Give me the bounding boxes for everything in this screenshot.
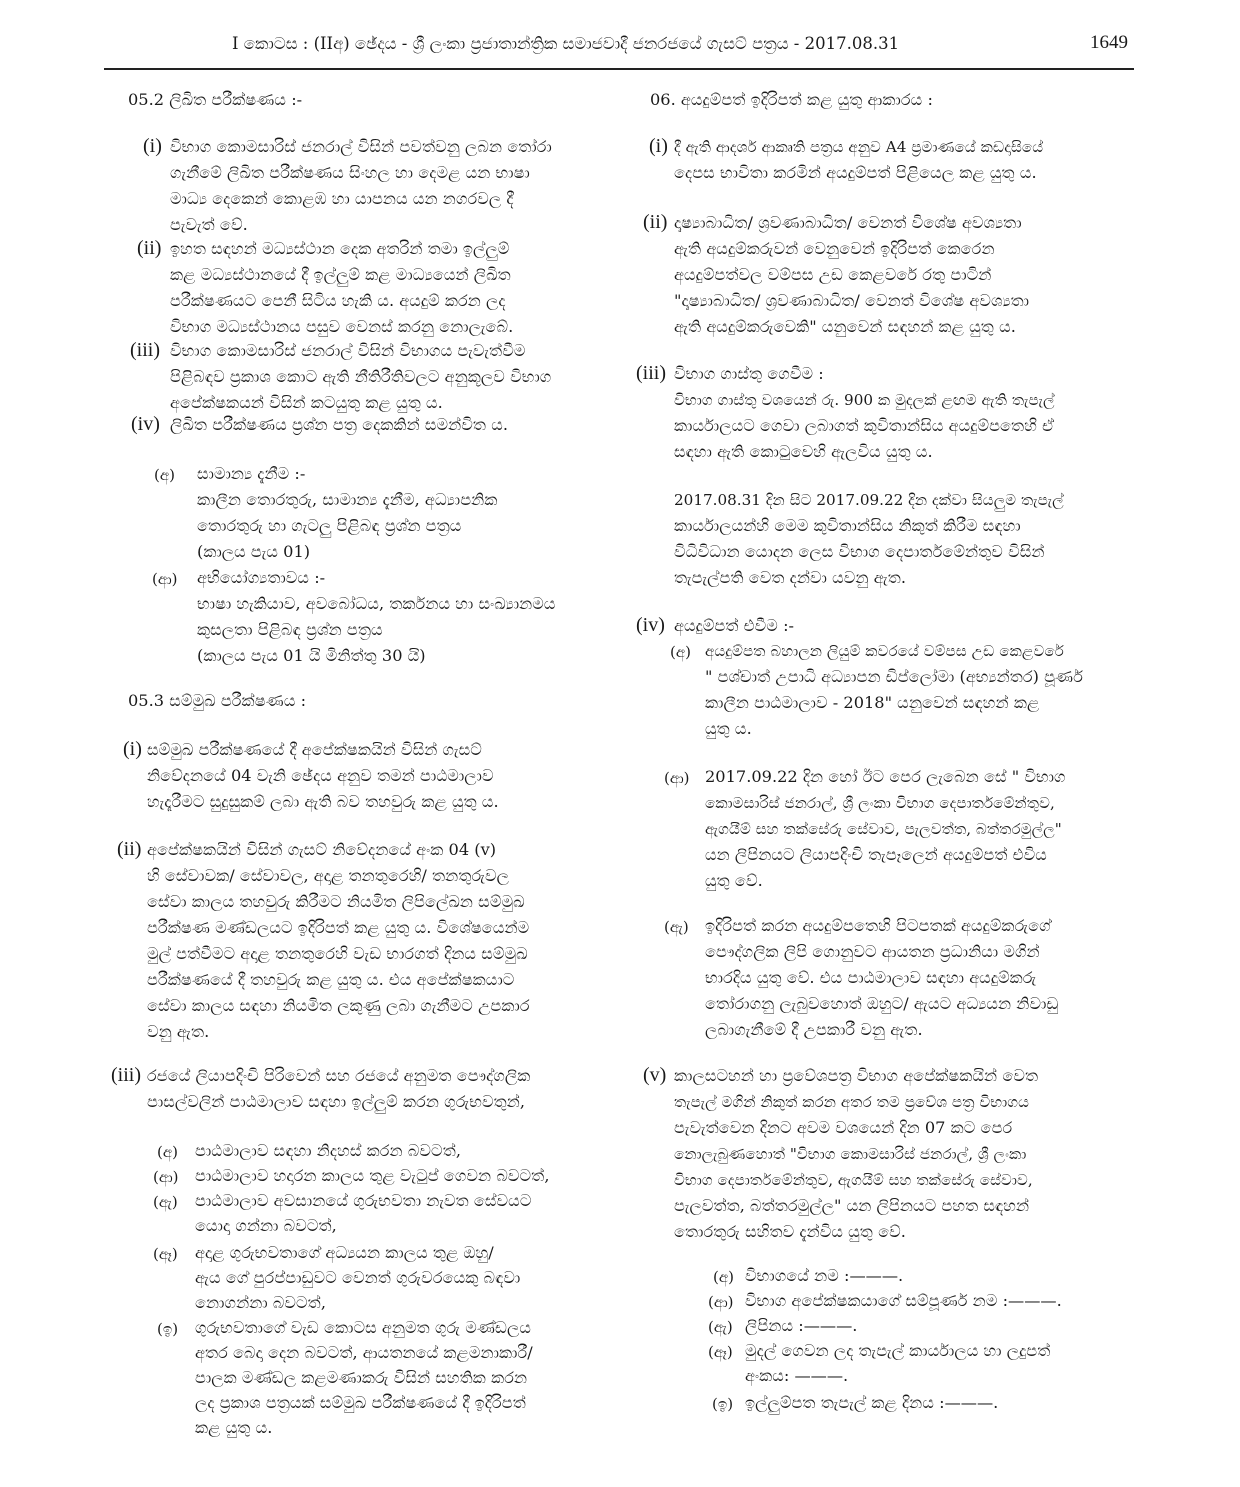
page-number: 1649	[1090, 32, 1128, 53]
text-line: පරීක්ෂණ මණ්ඩලයට ඉදිරිපත් කළ යුතු ය. විශේෂයෙන්ම	[147, 918, 530, 937]
text-line: නොලැබුණහොත් "විභාග කොමසාරිස් ජනරාල්, ශ්‍රී ලංකා	[674, 1145, 1027, 1163]
sub-item-marker: (අ)	[157, 1143, 178, 1161]
text-line: කාර්යාලයන්හි මෙම කුවිතාන්සිය නිකුත් කිරීම සඳහා	[674, 516, 1021, 535]
sub-item-marker: (ඈ)	[153, 1245, 178, 1263]
sub-item-marker: (ඉ)	[712, 1395, 734, 1413]
sub-item-marker: (ආ)	[664, 769, 690, 787]
item-marker: (i)	[649, 135, 668, 157]
sub-item-marker: (ආ)	[708, 1293, 734, 1311]
text-line: විභාග අපේක්ෂකයාගේ සම්පූර්ණ නම :———.	[745, 1291, 1062, 1310]
text-line: කොමසාරිස් ජනරාල්, ශ්‍රී ලංකා විභාග දෙපාර්තමේන්තුව,	[705, 794, 1055, 812]
text-line: යොදා ගන්නා බවටත්,	[195, 1216, 337, 1235]
item-marker: (iii)	[130, 339, 160, 361]
text-line: ඉල්ලුම්පත තැපැල් කළ දිනය :———.	[745, 1393, 999, 1412]
text-line: අතර බෙදා දෙන බවටත්, ආයතනයේ කළමනාකාරී/	[195, 1343, 533, 1362]
text-line: ඇගයීම් සහ තක්සේරු සේවාව, පැලවත්ත, බත්තරමුල්ල"	[705, 820, 1062, 838]
text-line: ගැනීමේ ලිඛිත පරීක්ෂණය සිංහල හා දෙමළ යන භාෂා	[170, 163, 530, 182]
text-line: දෙපස භාවිතා කරමින් අයදුම්පත් පිළියෙල කළ යුතු ය.	[674, 163, 1037, 182]
section-06-heading: 06. අයදුම්පත් ඉදිරිපත් කළ යුතු ආකාරය :	[650, 90, 933, 109]
text-line: අංකය: ———.	[745, 1366, 849, 1385]
text-line: ලිඛිත පරීක්ෂණය ප්‍රශ්න පත්‍ර දෙකකින් සමන්විත ය.	[170, 415, 509, 434]
text-line: කාර්යාලයට ගෙවා ලබාගත් කුවිතාන්සිය අයදුම්පතෙහි ඒ	[674, 416, 1055, 435]
text-line: පිළිබඳව ප්‍රකාශ කොට ඇති නීතිරීතිවලට අනුකූලව විභාග	[170, 367, 552, 386]
text-line: ඉදිරිපත් කරන අයදුම්පතෙහි පිටපතක් අයදුම්කරුගේ	[705, 916, 1051, 935]
item-marker: (iii)	[111, 1064, 141, 1086]
text-line: රජයේ ලියාපදිංචි පිරිවෙන් සහ රජයේ අනුමත පෞද්ගලික	[147, 1066, 531, 1085]
text-line: නොගන්නා බවටත්,	[195, 1293, 326, 1312]
item-marker: (iv)	[636, 614, 665, 636]
sub-item-marker: (අ)	[713, 1268, 734, 1286]
text-line: පැවැත්වෙන දිනට අවම වශයෙන් දින 07 කට පෙර	[674, 1118, 1013, 1137]
text-line: අභියෝග්‍යතාවය :-	[197, 568, 326, 587]
text-line: සඳහා ඇති කොටුවෙහි ඇලවිය යුතු ය.	[674, 442, 933, 461]
text-line: ඇති අයදුම්කරුවන් වෙනුවෙන් ඉදිරිපත් කෙරෙන	[674, 239, 995, 258]
text-line: විභාග කොමසාරිස් ජනරාල් විසින් විභාගය පැවැත්වීම	[170, 341, 526, 360]
text-line: අපේක්ෂකයන් විසින් කටයුතු කළ යුතු ය.	[170, 393, 443, 412]
section-05-2-heading: 05.2 ලිඛිත පරීක්ෂණය :-	[128, 90, 303, 109]
item-marker: (v)	[643, 1064, 667, 1086]
text-line: ලබාගැනීමේ දී උපකාරී වනු ඇත.	[705, 1020, 923, 1039]
sub-item-marker: (ඇ)	[664, 918, 689, 936]
text-line: අදාළ ගුරුභවතාගේ අධ්‍යයන කාලය තුළ ඔහු/	[195, 1243, 494, 1262]
item-marker: (iii)	[636, 362, 666, 384]
text-line: විභාග මධ්‍යස්ථානය පසුව වෙනස් කරනු නොලැබේ.	[170, 317, 514, 336]
text-line: විභාග ගාස්තු ගෙවීම :	[674, 364, 824, 383]
text-line: විභාග දෙපාර්තමේන්තුව, ඇගයීම් සහ තක්සේරු සේවාව,	[674, 1171, 1033, 1189]
item-marker: (i)	[143, 135, 162, 157]
text-line: භාෂා හැකියාව, අවබෝධය, තර්කනය හා සංඛ්‍යානමය	[197, 594, 556, 613]
text-line: තොරතුරු සහිතව දැන්විය යුතු වේ.	[674, 1222, 906, 1241]
text-line: 2017.09.22 දින හෝ ඊට පෙර ලැබෙන සේ " විභාග	[705, 767, 1066, 786]
text-line: පාලක මණ්ඩල කළමණාකරු විසින් සහතික කරන	[195, 1368, 528, 1387]
text-line: සාමාන්‍ය දැනීම :-	[197, 464, 306, 483]
text-line: "දෘෂ්‍යාබාධිත/ ශ්‍රවණාබාධිත/ වෙනත් විශේෂ අවශ්‍යතා	[674, 291, 1030, 310]
text-line: පැවැත් වේ.	[170, 215, 248, 234]
text-line: පාඨමාලාව හදාරන කාලය තුළ වැටුප් ගෙවන බවටත්,	[195, 1166, 550, 1185]
item-marker: (ii)	[643, 211, 668, 233]
text-line: යන ලිපිනයට ලියාපදිංචි තැපෑලෙන් අයදුම්පත් එවිය	[705, 845, 1047, 864]
text-line: තැපැල් මගින් නිකුත් කරන අතර තම ප්‍රවේශ පත්‍ර විභාගය	[674, 1093, 1030, 1111]
text-line: සේවා කාලය සඳහා නියමිත ලකුණු ලබා ගැනීමට උපකාර	[147, 996, 530, 1015]
sub-item-marker: (අ)	[154, 466, 175, 484]
text-line: තෝරාගනු ලැබුවහොත් ඔහුට/ ඇයට අධ්‍යයන නිවාඩු	[705, 994, 1059, 1013]
text-line: තොරතුරු හා ගැටලු පිළිබඳ ප්‍රශ්න පත්‍රය	[197, 516, 462, 535]
item-marker: (i)	[123, 738, 142, 760]
text-line: මුදල් ගෙවන ලද තැපැල් කාර්යාලය හා ලදුපත්	[745, 1341, 1051, 1360]
text-line: පරීක්ෂණයට පෙනී සිටිය හැකි ය. අයදුම් කරන ලද	[170, 291, 506, 310]
text-line: (කාලය පැය 01)	[197, 542, 311, 561]
text-line: කාලීන පාඨමාලාව - 2018" යනුවෙන් සඳහන් කළ	[705, 693, 1040, 712]
text-line: යුතු ය.	[705, 719, 752, 738]
text-line: පාසල්වලින් පාඨමාලාව සඳහා ඉල්ලුම් කරන ගුරුභවතුන්,	[147, 1092, 526, 1111]
text-line: පාඨමාලාව සඳහා නිදහස් කරන බවටත්,	[195, 1141, 461, 1160]
page-header	[104, 28, 1134, 70]
text-line: අයදුම්පත බහාලන ලියුම් කවරයේ වම්පස උඩ කෙළවරේ	[705, 642, 1064, 660]
text-line: කාලසටහන් හා ප්‍රවේශපත්‍ර විභාග අපේක්ෂකයින් වෙත	[674, 1066, 1039, 1085]
text-line: (කාලය පැය 01 යි මිනිත්තු 30 යි)	[197, 646, 426, 665]
item-marker: (ii)	[137, 237, 162, 259]
sub-item-marker: (ඈ)	[708, 1343, 733, 1361]
text-line: භාරදිය යුතු වේ. එය පාඨමාලාව සඳහා අයදුම්කරු	[705, 968, 1037, 987]
sub-item-marker: (ඇ)	[153, 1193, 178, 1211]
text-line: අයදුම්පත් එවීම :-	[674, 616, 794, 635]
text-line: හි සේවාවක/ සේවාවල, අදාළ තනතුරෙහි/ තනතුරුවල	[147, 866, 509, 885]
text-line: නිවේදනයේ 04 වැනි ඡේදය අනුව තමන් පාඨමාලාව	[147, 766, 494, 785]
sub-item-marker: (ආ)	[153, 1168, 179, 1186]
text-line: පෞද්ගලික ලිපි ගොනුවට ආයතන ප්‍රධානියා මගින්	[705, 942, 1040, 961]
text-line: තැපැල්පති වෙත දන්වා යවනු ඇත.	[674, 568, 907, 587]
text-line: හැදෑරීමට සුදුසුකම් ලබා ඇති බව තහවුරු කළ යුතු ය.	[147, 792, 499, 811]
text-line: විභාග ගාස්තු වශයෙන් රු. 900 ක මුදලක් ළඟම ඇති තැපැල්	[674, 391, 1055, 409]
text-line: ඉහත සඳහන් මධ්‍යස්ථාන දෙක අතරින් තමා ඉල්ලුම්	[170, 239, 510, 258]
sub-item-marker: (ඉ)	[157, 1320, 179, 1338]
text-line: පරීක්ෂණයේ දී තහවුරු කළ යුතු ය. එය අපේක්ෂකයාට	[147, 970, 515, 989]
gazette-header-title: I කොටස : (IIඅ) ඡේදය - ශ්‍රී ලංකා ප්‍රජාතාන්ත්‍රික සමාජවාදී ජනරජයේ ගැසට් පත්‍රය - 2017.08.31	[232, 34, 900, 53]
text-line: විභාගයේ නම :———.	[745, 1266, 904, 1285]
text-line: ලිපිනය :———.	[745, 1316, 858, 1335]
text-line: දී ඇති ආදර්ශ ආකෘති පත්‍රය අනුව A4 ප්‍රමාණයේ කඩදාසියේ	[674, 138, 1044, 156]
text-line: සම්මුඛ පරීක්ෂණයේ දී අපේක්ෂකයින් විසින් ගැසට්	[147, 740, 482, 759]
text-line: " පශ්චාත් උපාධි අධ්‍යාපන ඩිප්ලෝමා (අභ්‍යන්තර) පූර්ණ	[705, 667, 1084, 686]
text-line: ඇති අයදුම්කරුවෙකි" යනුවෙන් සඳහන් කළ යුතු ය.	[674, 317, 1016, 336]
text-line: කාලීන තොරතුරු, සාමාන්‍ය දැනීම, අධ්‍යාපනික	[197, 490, 498, 509]
section-05-3-heading: 05.3 සම්මුඛ පරීක්ෂණය :	[128, 691, 307, 710]
text-line: මාධ්‍ය දෙකෙන් කොළඹ හා යාපනය යන නගරවල දී	[170, 189, 514, 208]
text-line: ගුරුභවතාගේ වැඩ කොටස අනුමත ගුරු මණ්ඩලය	[195, 1318, 532, 1337]
sub-item-marker: (ආ)	[152, 570, 178, 588]
text-line: කළ යුතු ය.	[195, 1418, 273, 1437]
text-line: ඇය ගේ පුරප්පාඩුවට වෙනත් ගුරුවරයෙකු බඳවා	[195, 1268, 521, 1287]
text-line: මුල් පත්වීමට අදාළ තනතුරෙහි වැඩ භාරගත් දිනය සම්මුඛ	[147, 944, 528, 963]
text-line: කළ මධ්‍යස්ථානයේ දී ඉල්ලුම් කළ මාධ්‍යයෙන් ලිඛිත	[170, 265, 511, 284]
text-line: වනු ඇත.	[147, 1022, 210, 1041]
text-line: පැලවත්ත, බත්තරමුල්ල" යන ලිපිනයට පහත සඳහන්	[674, 1196, 1030, 1215]
text-line: අපේක්ෂකයින් විසින් ගැසට් නිවේදනයේ අංක 04 (v)	[147, 840, 497, 859]
text-line: පාඨමාලාව අවසානයේ ගුරුභවතා නැවත සේවයට	[195, 1191, 532, 1210]
text-line: දෘෂ්‍යාබාධිත/ ශ්‍රවණාබාධිත/ වෙනත් විශේෂ අවශ්‍යතා	[674, 213, 1022, 232]
text-line: කුසලතා පිළිබඳ ප්‍රශ්න පත්‍රය	[197, 620, 383, 639]
text-line: විධිවිධාන යොදන ලෙස විභාග දෙපාර්තමේන්තුව විසින්	[674, 542, 1045, 561]
text-line: ලද ප්‍රකාශ පත්‍රයක් සම්මුඛ පරීක්ෂණයේ දී ඉදිරිපත්	[195, 1393, 526, 1412]
text-line: විභාග කොමසාරිස් ජනරාල් විසින් පවත්වනු ලබන තෝරා	[170, 137, 552, 156]
text-line: 2017.08.31 දින සිට 2017.09.22 දින දක්වා සියලුම තැපැල්	[674, 491, 1064, 509]
item-marker: (iv)	[131, 413, 160, 435]
item-marker: (ii)	[117, 838, 142, 860]
sub-item-marker: (අ)	[670, 643, 691, 661]
text-line: සේවා කාලය තහවුරු කිරීමට නියමිත ලිපිලේඛන සම්මුඛ	[147, 892, 525, 911]
text-line: අයදුම්පත්වල වම්පස උඩ කෙළවරේ රතු පාටින්	[674, 265, 992, 284]
sub-item-marker: (ඇ)	[708, 1318, 733, 1336]
text-line: යුතු වේ.	[705, 871, 763, 890]
